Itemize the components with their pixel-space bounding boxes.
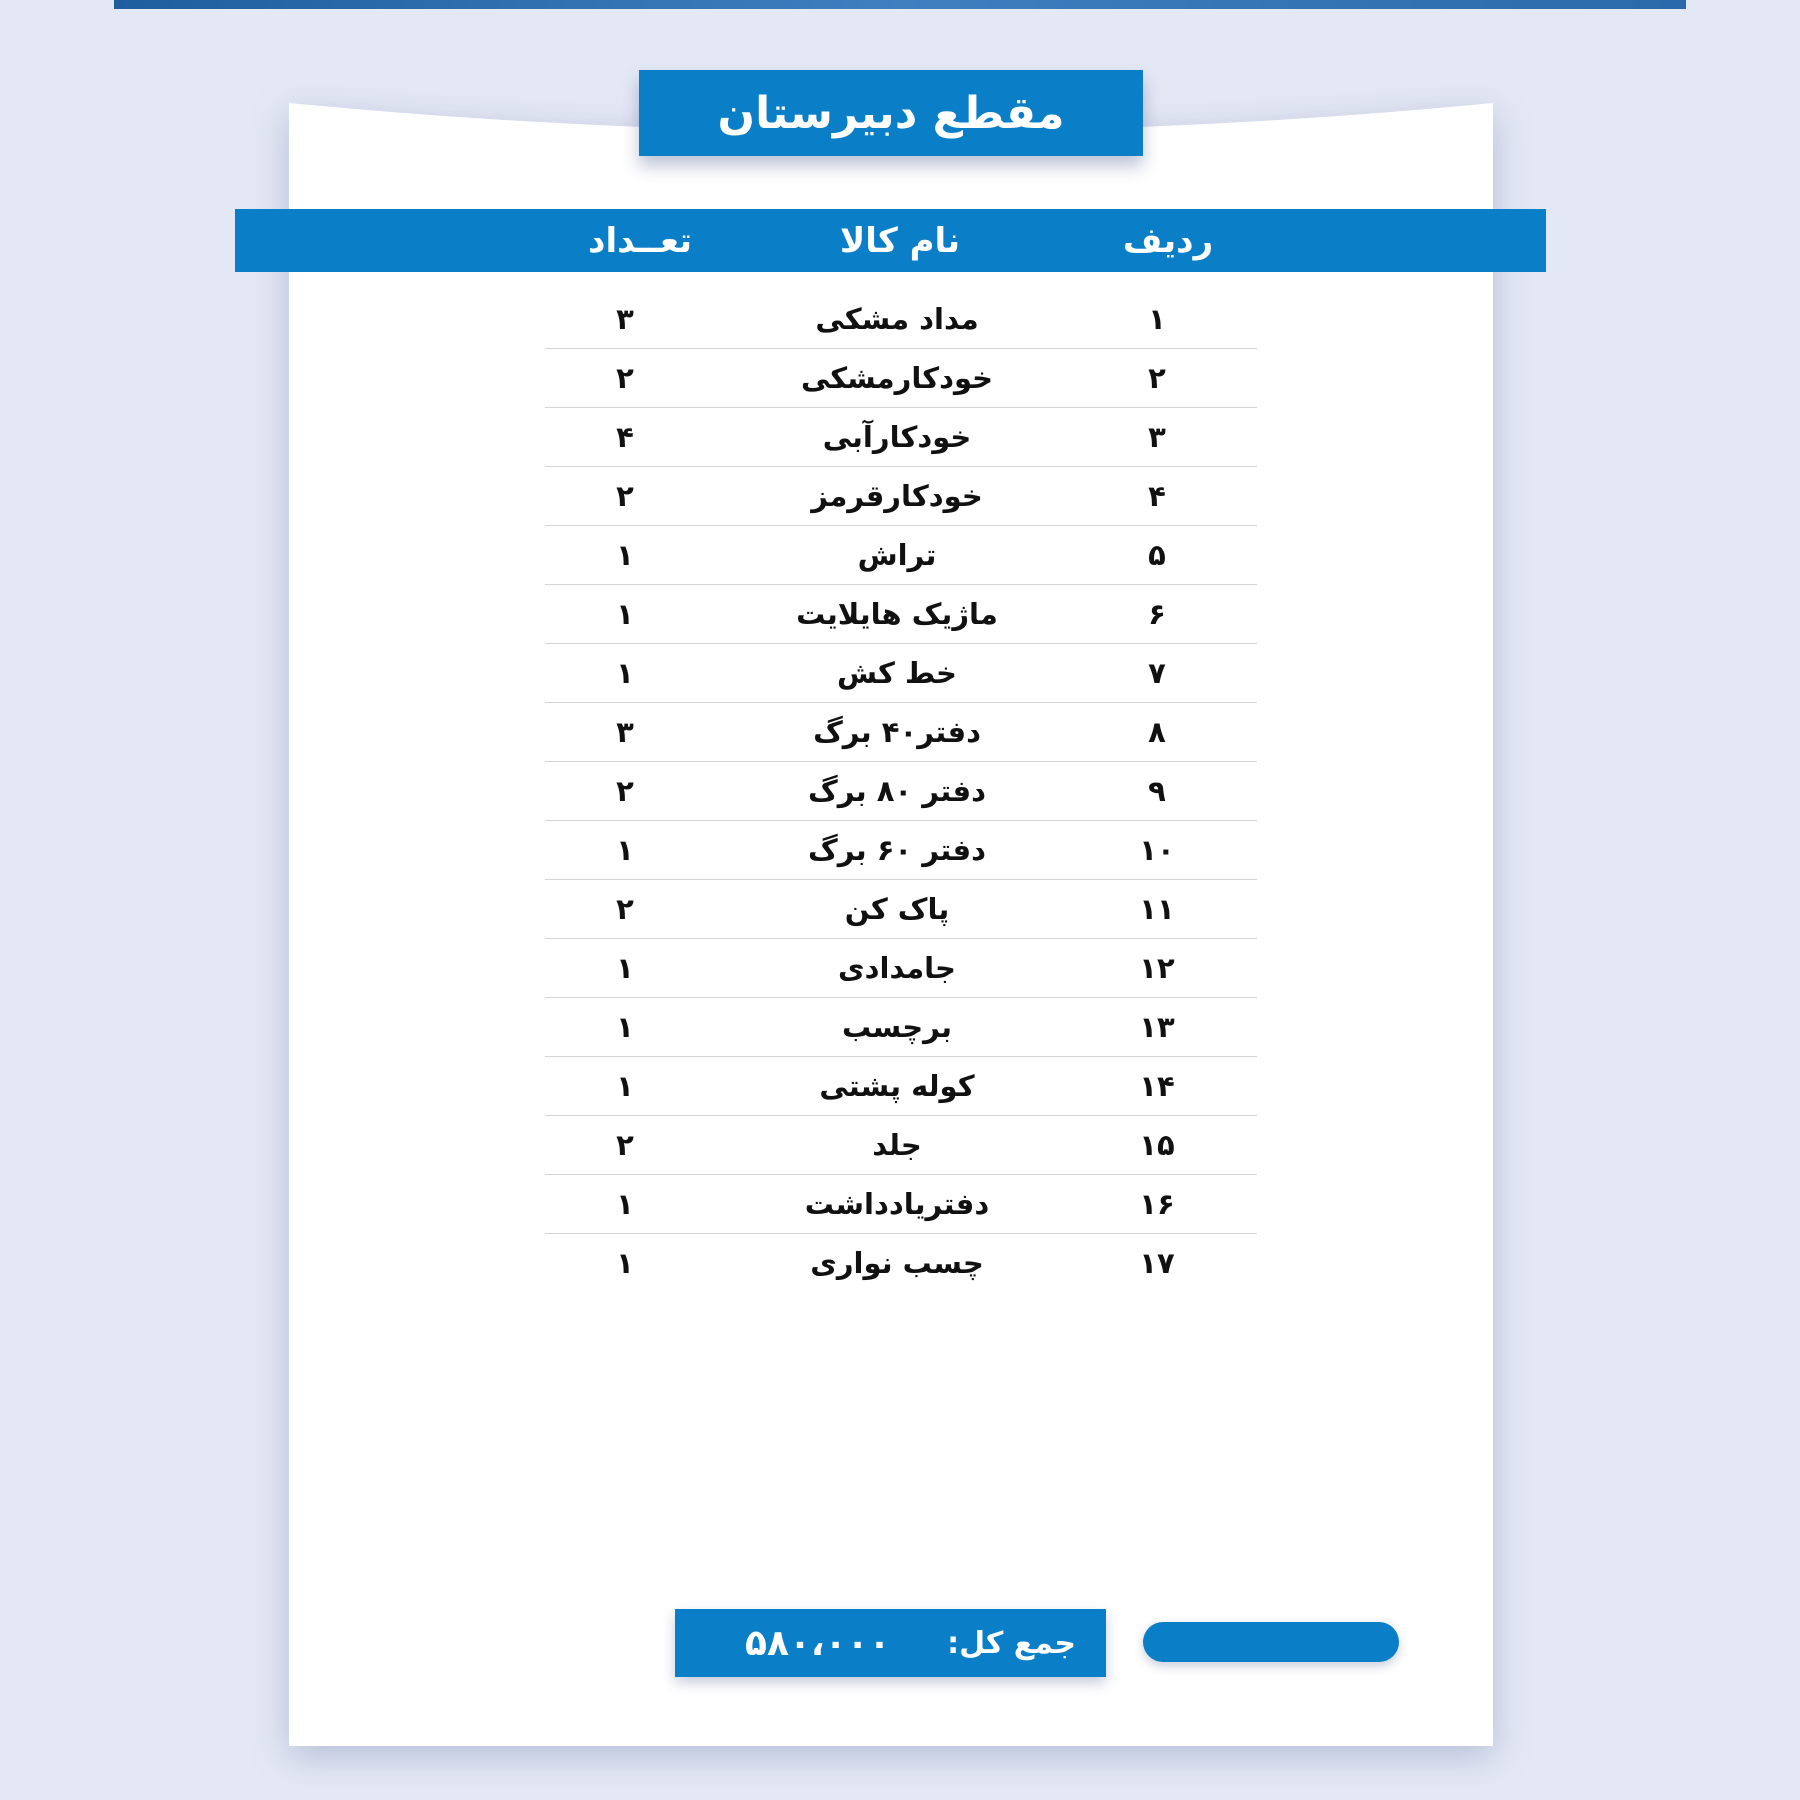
total-value: ۵۸۰،۰۰۰ — [745, 1622, 891, 1664]
row-index: ۱۷ — [1139, 1246, 1175, 1280]
row-quantity: ۴ — [616, 420, 634, 454]
row-quantity: ۲ — [616, 774, 634, 808]
table-row — [545, 467, 1257, 526]
row-quantity: ۲ — [616, 892, 634, 926]
row-item-name: چسب نواری — [810, 1246, 984, 1280]
table-row — [545, 703, 1257, 762]
row-item-name: تراش — [857, 538, 937, 572]
row-index: ۶ — [1148, 597, 1166, 631]
row-quantity: ۱ — [616, 656, 634, 690]
table-row — [545, 585, 1257, 644]
row-index: ۲ — [1148, 361, 1166, 395]
table-row — [545, 762, 1257, 821]
row-item-name: جامدادی — [838, 951, 956, 985]
row-index: ۸ — [1148, 715, 1166, 749]
header-index: ردیف — [1122, 220, 1214, 261]
header-item-name: نام کالا — [839, 220, 961, 261]
top-decorative-strip — [114, 0, 1686, 9]
row-item-name: جلد — [872, 1128, 922, 1162]
total-box — [675, 1609, 1106, 1677]
row-quantity: ۲ — [616, 361, 634, 395]
row-quantity: ۱ — [616, 1246, 634, 1280]
table-row — [545, 526, 1257, 585]
row-quantity: ۱ — [616, 1069, 634, 1103]
row-index: ۵ — [1148, 538, 1166, 572]
row-quantity: ۱ — [616, 833, 634, 867]
table-row — [545, 290, 1257, 349]
row-index: ۱۴ — [1139, 1069, 1175, 1103]
row-item-name: کوله پشتی — [819, 1069, 975, 1103]
table-row — [545, 939, 1257, 998]
row-item-name: ماژیک هایلایت — [796, 597, 998, 631]
row-item-name: خودکارمشکی — [800, 361, 994, 395]
header-quantity: تعــداد — [588, 220, 692, 261]
row-item-name: خودکارآبی — [822, 420, 972, 454]
row-index: ۱۵ — [1139, 1128, 1175, 1162]
row-quantity: ۳ — [616, 715, 634, 749]
row-index: ۱۶ — [1139, 1187, 1175, 1221]
row-item-name: خودکارقرمز — [811, 479, 983, 513]
row-index: ۹ — [1148, 774, 1166, 808]
table-row — [545, 1175, 1257, 1234]
title-banner — [639, 70, 1143, 156]
row-index: ۱۱ — [1139, 892, 1175, 926]
row-item-name: دفتر ۸۰ برگ — [808, 774, 986, 808]
row-quantity: ۱ — [616, 1010, 634, 1044]
table-row — [545, 1116, 1257, 1175]
row-item-name: دفتریادداشت — [804, 1187, 990, 1221]
page-title: مقطع دبیرستان — [717, 87, 1065, 139]
row-item-name: خط کش — [837, 656, 957, 690]
row-quantity: ۲ — [616, 479, 634, 513]
table-row — [545, 998, 1257, 1057]
row-index: ۷ — [1148, 656, 1166, 690]
row-quantity: ۱ — [616, 597, 634, 631]
total-label: جمع کل: — [947, 1625, 1076, 1661]
row-item-name: دفتر۴۰ برگ — [813, 715, 981, 749]
row-quantity: ۱ — [616, 1187, 634, 1221]
row-index: ۱۰ — [1139, 833, 1175, 867]
row-index: ۱ — [1148, 302, 1166, 336]
table-row — [545, 1057, 1257, 1116]
table-row — [545, 880, 1257, 939]
row-index: ۱۲ — [1139, 951, 1175, 985]
table-row — [545, 1234, 1257, 1292]
items-table — [545, 290, 1257, 1292]
table-row — [545, 644, 1257, 703]
table-row — [545, 408, 1257, 467]
table-row — [545, 349, 1257, 408]
row-quantity: ۱ — [616, 538, 634, 572]
row-item-name: مداد مشکی — [815, 302, 979, 336]
table-header — [235, 209, 1546, 272]
table-row — [545, 821, 1257, 880]
decorative-pill — [1143, 1622, 1399, 1662]
row-quantity: ۳ — [616, 302, 634, 336]
row-quantity: ۱ — [616, 951, 634, 985]
row-index: ۱۳ — [1139, 1010, 1175, 1044]
row-item-name: برچسب — [841, 1010, 953, 1044]
row-index: ۴ — [1148, 479, 1166, 513]
row-item-name: پاک کن — [844, 892, 950, 926]
row-quantity: ۲ — [616, 1128, 634, 1162]
row-index: ۳ — [1148, 420, 1166, 454]
row-item-name: دفتر ۶۰ برگ — [808, 833, 986, 867]
